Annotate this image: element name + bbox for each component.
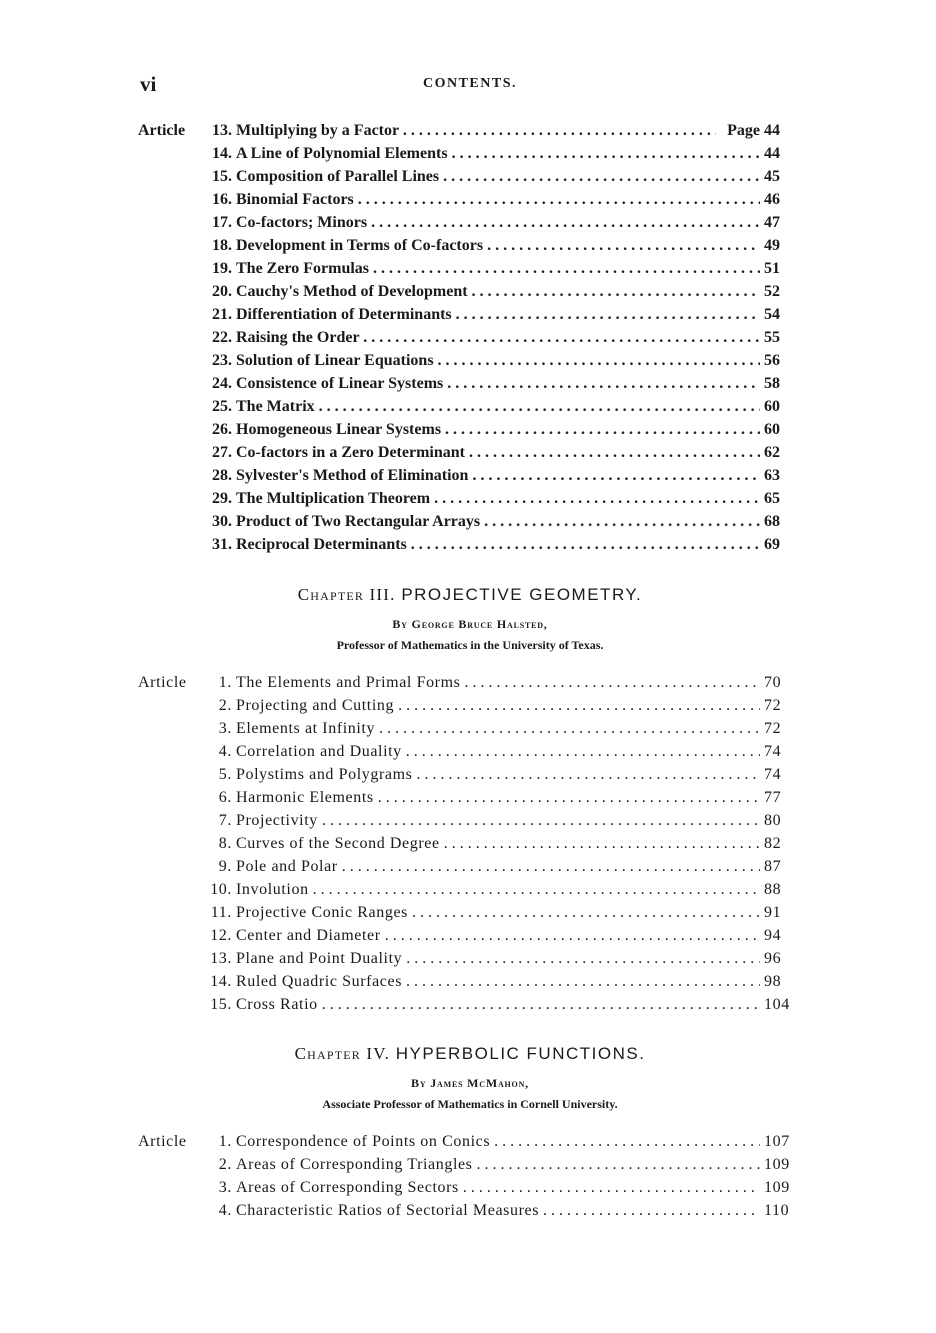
- running-head: CONTENTS.: [422, 76, 518, 91]
- article-number: 26.: [212, 421, 232, 438]
- article-number: 4.: [218, 743, 232, 760]
- entry-title: Homogeneous Linear Systems: [236, 421, 442, 438]
- article-number: 5.: [218, 766, 232, 783]
- page-header: [140, 72, 800, 102]
- entry-title: The Multiplication Theorem: [236, 490, 431, 507]
- entry-title-leader: [236, 855, 760, 878]
- entry-page-number: 77: [764, 789, 782, 806]
- entry-title: Sylvester's Method of Elimination: [236, 467, 469, 484]
- article-number: 1.: [218, 674, 232, 691]
- entry-title: Raising the Order: [236, 329, 360, 346]
- chapter-affiliation: Associate Professor of Mathematics in Cornell University.: [322, 1097, 618, 1111]
- article-number: 16.: [212, 191, 232, 208]
- entry-title-leader: [236, 464, 760, 487]
- entry-page-number: 104: [764, 996, 790, 1013]
- entry-title: Plane and Point Duality: [236, 950, 403, 967]
- entry-page-number: 51: [764, 260, 780, 277]
- entry-title: Consistence of Linear Systems: [236, 375, 444, 392]
- entry-page-number: 47: [764, 214, 780, 231]
- toc-chapter-iii-list: [138, 671, 800, 1016]
- toc-entry: [138, 740, 800, 763]
- toc-continued-list: [138, 119, 800, 556]
- toc-entry: [138, 257, 800, 280]
- article-number: 3.: [218, 720, 232, 737]
- toc-entry: [138, 326, 800, 349]
- entry-title: Cauchy's Method of Development: [236, 283, 468, 300]
- toc-entry: [138, 441, 800, 464]
- entry-title: Ruled Quadric Surfaces: [236, 973, 403, 990]
- article-number: 27.: [212, 444, 232, 461]
- toc-entry: [138, 832, 800, 855]
- article-number: 28.: [212, 467, 232, 484]
- article-number: 4.: [218, 1202, 232, 1219]
- entry-title-leader: [236, 510, 760, 533]
- article-number: 13.: [212, 122, 232, 139]
- entry-title-leader: [236, 832, 760, 855]
- entry-page-number: 54: [764, 306, 780, 323]
- article-number: 21.: [212, 306, 232, 323]
- entry-page-number: 60: [764, 421, 780, 438]
- chapter-label: Chapter IV.: [294, 1044, 391, 1063]
- entry-title: Projecting and Cutting: [236, 697, 395, 714]
- entry-page-number: 55: [764, 329, 780, 346]
- entry-page-number: 88: [764, 881, 782, 898]
- toc-entry: [138, 924, 800, 947]
- article-number: 15.: [210, 996, 232, 1013]
- entry-page-number: 87: [764, 858, 782, 875]
- toc-entry: [138, 1176, 800, 1199]
- toc-entry: [138, 303, 800, 326]
- entry-title-leader: [236, 740, 760, 763]
- entry-title: Solution of Linear Equations: [236, 352, 434, 369]
- chapter-affiliation: Professor of Mathematics in the University of Texas.: [336, 638, 604, 652]
- article-number: 18.: [212, 237, 232, 254]
- page-label: Page: [727, 122, 760, 139]
- entry-title: The Elements and Primal Forms: [236, 674, 461, 691]
- chapter-author: By George Bruce Halsted,: [392, 617, 548, 631]
- entry-title-leader: [236, 280, 760, 303]
- toc-entry: [138, 855, 800, 878]
- toc-entry: [138, 211, 800, 234]
- toc-entry: [138, 947, 800, 970]
- entry-page-number: 45: [764, 168, 780, 185]
- entry-title: The Matrix: [236, 398, 315, 415]
- chapter-title: [140, 584, 800, 605]
- entry-page-number: 72: [764, 697, 782, 714]
- toc-entry: [138, 901, 800, 924]
- entry-page-number: 52: [764, 283, 780, 300]
- article-number: 2.: [218, 1156, 232, 1173]
- entry-page-number: 44: [764, 145, 780, 162]
- entry-title: Reciprocal Determinants: [236, 536, 407, 553]
- chapter-name: HYPERBOLIC FUNCTIONS.: [395, 1044, 646, 1063]
- article-number: 29.: [212, 490, 232, 507]
- chapter-iii-heading: [140, 584, 800, 653]
- article-number: 2.: [218, 697, 232, 714]
- entry-title: The Zero Formulas: [236, 260, 370, 277]
- article-number: 6.: [218, 789, 232, 806]
- toc-entry: [138, 1199, 800, 1222]
- entry-title: Differentiation of Determinants: [236, 306, 452, 323]
- entry-title-leader: [236, 901, 760, 924]
- article-number: 24.: [212, 375, 232, 392]
- entry-page-number: 69: [764, 536, 780, 553]
- article-number: 14.: [212, 145, 232, 162]
- entry-page-number: 110: [764, 1202, 790, 1219]
- entry-page-number: 96: [764, 950, 782, 967]
- article-prefix: Article: [138, 122, 186, 139]
- toc-entry: [138, 487, 800, 510]
- entry-page-number: 70: [764, 674, 782, 691]
- entry-title-leader: [236, 234, 760, 257]
- entry-page-number: 62: [764, 444, 780, 461]
- article-number: 31.: [212, 536, 232, 553]
- entry-page-number: 109: [764, 1179, 790, 1196]
- chapter-label: Chapter III.: [297, 585, 396, 604]
- entry-page-number: 80: [764, 812, 782, 829]
- toc-entry: [138, 395, 800, 418]
- entry-title: Characteristic Ratios of Sectorial Measures: [236, 1202, 540, 1219]
- entry-title-leader: [236, 487, 760, 510]
- toc-entry: [138, 349, 800, 372]
- entry-title-leader: [236, 349, 760, 372]
- entry-page-number: 65: [764, 490, 780, 507]
- article-number: 20.: [212, 283, 232, 300]
- entry-title: Co-factors in a Zero Determinant: [236, 444, 465, 461]
- article-number: 25.: [212, 398, 232, 415]
- entry-page-number: 60: [764, 398, 780, 415]
- entry-title-leader: [236, 694, 760, 717]
- entry-title-leader: [236, 1199, 760, 1222]
- toc-entry: [138, 280, 800, 303]
- entry-page-number: 72: [764, 720, 782, 737]
- entry-title: Involution: [236, 881, 309, 898]
- article-number: 17.: [212, 214, 232, 231]
- article-number: 15.: [212, 168, 232, 185]
- entry-title-leader: [236, 671, 760, 694]
- entry-title-leader: [236, 970, 760, 993]
- article-prefix: Article: [138, 1133, 187, 1150]
- chapter-name: PROJECTIVE GEOMETRY.: [401, 585, 643, 604]
- entry-title-leader: [236, 395, 760, 418]
- entry-page-number: 68: [764, 513, 780, 530]
- entry-title-leader: [236, 993, 760, 1016]
- entry-title-leader: [236, 763, 760, 786]
- article-number: 7.: [218, 812, 232, 829]
- entry-title: Areas of Corresponding Triangles: [236, 1156, 473, 1173]
- toc-entry: [138, 970, 800, 993]
- toc-entry: [138, 533, 800, 556]
- entry-title-leader: [236, 1153, 760, 1176]
- entry-page-number: 44: [764, 122, 780, 139]
- article-number: 19.: [212, 260, 232, 277]
- entry-page-number: 94: [764, 927, 782, 944]
- entry-title: Harmonic Elements: [236, 789, 374, 806]
- article-number: 13.: [210, 950, 232, 967]
- article-number: 3.: [218, 1179, 232, 1196]
- entry-page-number: 74: [764, 743, 782, 760]
- entry-title: Elements at Infinity: [236, 720, 376, 737]
- entry-title: Development in Terms of Co-factors: [236, 237, 484, 254]
- entry-title: Areas of Corresponding Sectors: [236, 1179, 459, 1196]
- article-number: 22.: [212, 329, 232, 346]
- toc-entry: [138, 763, 800, 786]
- toc-entry: [138, 165, 800, 188]
- entry-title-leader: [236, 1130, 760, 1153]
- entry-title-leader: [236, 418, 760, 441]
- entry-page-number: 91: [764, 904, 782, 921]
- entry-title-leader: [236, 211, 760, 234]
- toc-entry: [138, 786, 800, 809]
- entry-page-number: 63: [764, 467, 780, 484]
- toc-entry: [138, 464, 800, 487]
- entry-title: Curves of the Second Degree: [236, 835, 440, 852]
- article-number: 23.: [212, 352, 232, 369]
- entry-title: Binomial Factors: [236, 191, 354, 208]
- entry-page-number: 49: [764, 237, 780, 254]
- toc-entry: [138, 809, 800, 832]
- entry-title-leader: [236, 878, 760, 901]
- entry-title-leader: [236, 441, 760, 464]
- entry-title-leader: [236, 809, 760, 832]
- entry-title-leader: [236, 372, 760, 395]
- entry-page-number: 56: [764, 352, 780, 369]
- toc-entry: [138, 372, 800, 395]
- entry-title-leader: [236, 326, 760, 349]
- entry-page-number: 98: [764, 973, 782, 990]
- toc-entry: [138, 418, 800, 441]
- entry-page-number: 74: [764, 766, 782, 783]
- entry-page-number: 58: [764, 375, 780, 392]
- article-number: 1.: [218, 1133, 232, 1150]
- toc-entry: [138, 1130, 800, 1153]
- entry-title: Correspondence of Points on Conics: [236, 1133, 491, 1150]
- entry-title: A Line of Polynomial Elements: [236, 145, 448, 162]
- entry-title: Multiplying by a Factor: [236, 122, 399, 139]
- article-number: 14.: [210, 973, 232, 990]
- page-number: vi: [140, 72, 157, 96]
- entry-title: Co-factors; Minors: [236, 214, 368, 231]
- entry-title-leader: [236, 165, 760, 188]
- entry-title-leader: [236, 142, 760, 165]
- entry-title-leader: [236, 924, 760, 947]
- toc-entry: [138, 717, 800, 740]
- article-number: 9.: [218, 858, 232, 875]
- toc-entry: [138, 188, 800, 211]
- entry-title: Projective Conic Ranges: [236, 904, 408, 921]
- entry-title: Composition of Parallel Lines: [236, 168, 440, 185]
- entry-page-number: 107: [764, 1133, 790, 1150]
- entry-title-leader: [236, 947, 760, 970]
- entry-title: Cross Ratio: [236, 996, 318, 1013]
- entry-title: Product of Two Rectangular Arrays: [236, 513, 481, 530]
- article-prefix: Article: [138, 674, 187, 691]
- chapter-iv-heading: [140, 1043, 800, 1112]
- entry-title-leader: [236, 257, 760, 280]
- entry-title-leader: [236, 786, 760, 809]
- toc-entry: [138, 878, 800, 901]
- entry-title: Center and Diameter: [236, 927, 381, 944]
- entry-title: Polystims and Polygrams: [236, 766, 413, 783]
- entry-title-leader: [236, 717, 760, 740]
- toc-entry: [138, 671, 800, 694]
- toc-entry: [138, 510, 800, 533]
- article-number: 8.: [218, 835, 232, 852]
- article-number: 11.: [210, 904, 232, 921]
- article-number: 12.: [210, 927, 232, 944]
- toc-entry: [138, 234, 800, 257]
- entry-title: Projectivity: [236, 812, 318, 829]
- toc-entry: [138, 993, 800, 1016]
- entry-page-number: 46: [764, 191, 780, 208]
- entry-title: Correlation and Duality: [236, 743, 402, 760]
- chapter-author: By James McMahon,: [411, 1076, 529, 1090]
- entry-title-leader: [236, 303, 760, 326]
- entry-title-leader: [236, 188, 760, 211]
- toc-entry: [138, 1153, 800, 1176]
- toc-chapter-iv-list: [138, 1130, 800, 1222]
- entry-title: Pole and Polar: [236, 858, 338, 875]
- entry-page-number: 82: [764, 835, 782, 852]
- toc-entry: [138, 119, 800, 142]
- toc-entry: [138, 694, 800, 717]
- entry-title-leader: [236, 533, 760, 556]
- entry-page-number: 109: [764, 1156, 790, 1173]
- chapter-title: [140, 1043, 800, 1064]
- article-number: 10.: [210, 881, 232, 898]
- toc-entry: [138, 142, 800, 165]
- entry-title-leader: [236, 119, 716, 142]
- article-number: 30.: [212, 513, 232, 530]
- entry-title-leader: [236, 1176, 760, 1199]
